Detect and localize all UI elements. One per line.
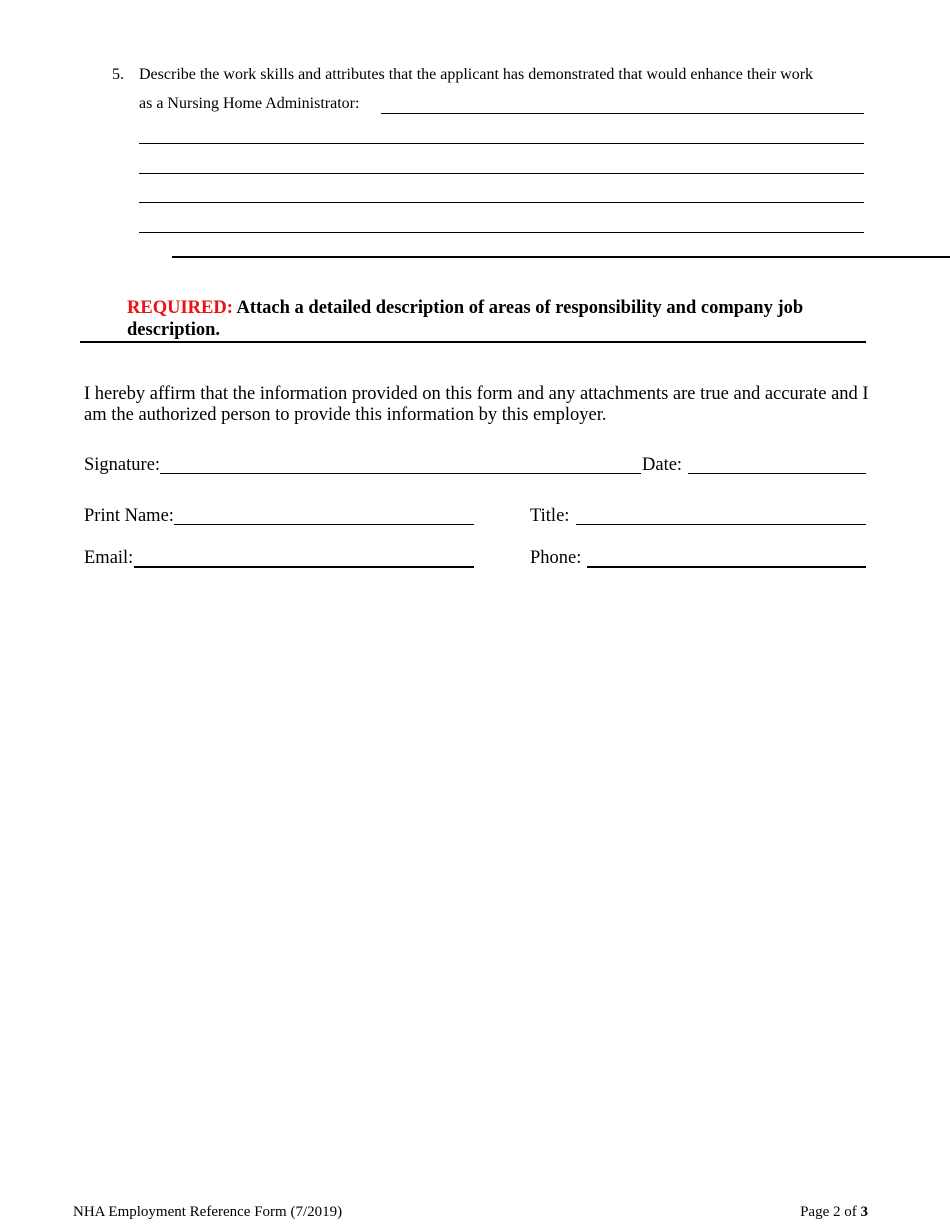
footer-page-number [800, 1204, 868, 1221]
print-name-label: Print Name: [84, 506, 174, 526]
phone-field[interactable] [587, 566, 866, 568]
answer-line-2[interactable] [139, 143, 864, 144]
date-label: Date: [642, 455, 683, 475]
required-notice [127, 297, 867, 341]
question-text-line2: as a Nursing Home Administrator: [139, 95, 360, 112]
signature-field[interactable] [160, 473, 641, 474]
date-field[interactable] [688, 473, 866, 474]
title-field[interactable] [576, 524, 866, 525]
print-name-field[interactable] [174, 524, 474, 525]
answer-line-5[interactable] [139, 232, 864, 233]
email-field[interactable] [134, 566, 474, 568]
answer-line-4[interactable] [139, 202, 864, 203]
section-divider [172, 256, 950, 258]
signature-label: Signature: [84, 455, 161, 475]
question-number: 5. [112, 66, 124, 83]
page-total: 3 [860, 1204, 868, 1220]
required-label: REQUIRED: [127, 298, 233, 318]
email-label: Email: [84, 548, 134, 568]
title-label: Title: [530, 506, 570, 526]
page-prefix: Page 2 of [800, 1204, 857, 1220]
answer-line-1[interactable] [381, 113, 864, 114]
affirmation-text: I hereby affirm that the information provided on this form and any attachments are true and accurate and I am the authorized person to provide this information by this employer. [84, 384, 869, 425]
required-text: Attach a detailed description of areas of responsibility and company job description. [127, 298, 804, 340]
footer-form-name: NHA Employment Reference Form (7/2019) [73, 1204, 343, 1220]
question-text-line1: Describe the work skills and attributes that the applicant has demonstrated that would enhance their work [139, 66, 814, 83]
required-divider [80, 341, 866, 343]
phone-label: Phone: [530, 548, 582, 568]
answer-line-3[interactable] [139, 173, 864, 174]
